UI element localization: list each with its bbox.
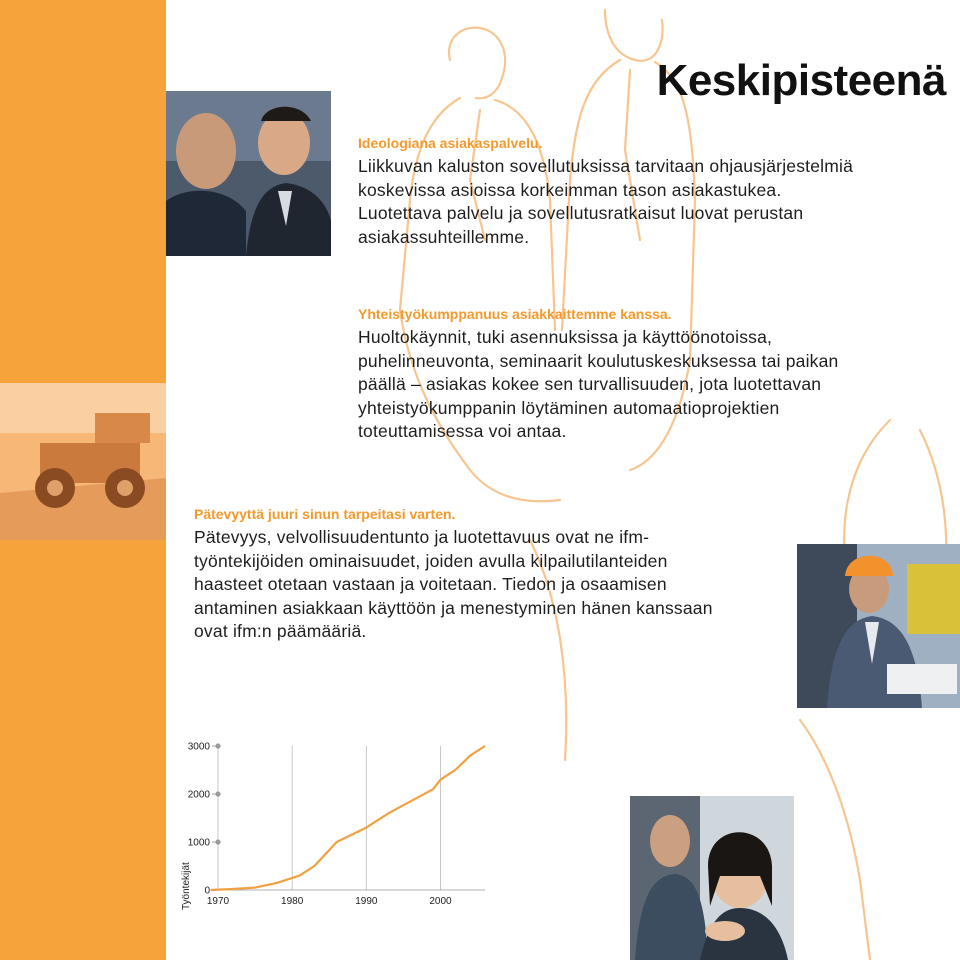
businessmen-photo <box>166 91 331 256</box>
employees-chart <box>170 730 500 930</box>
section-customer-service <box>358 135 858 249</box>
x-tick-label: 1980 <box>281 896 304 907</box>
y-tick-label: 0 <box>204 885 210 897</box>
y-tick-label: 2000 <box>187 789 210 801</box>
mining-truck-photo <box>0 383 166 540</box>
x-tick-label: 1970 <box>206 896 230 907</box>
y-tick-label: 3000 <box>187 741 210 753</box>
engineer-photo <box>797 544 960 708</box>
y-tick-dot <box>215 743 220 748</box>
section-body: Pätevyys, velvollisuudentunto ja luotettavuus ovat ne ifm-työntekijöiden ominaisuudet, joiden avulla kilpailutilanteiden haasteet otetaan vastaan ja voitetaan. Tiedon ja osaamisen antaminen asiakkaan käyttöön ja menestyminen hänen kanssaan ovat ifm:n päämääriä. <box>194 527 713 641</box>
section-heading: Yhteistyökumppanuus asiakkaittemme kanssa. <box>358 306 672 322</box>
x-tick-label: 1990 <box>355 896 378 907</box>
series-line <box>211 746 485 890</box>
team-photo <box>630 796 794 960</box>
section-heading: Pätevyyttä juuri sinun tarpeitasi varten. <box>194 506 456 522</box>
page-title: Keskipisteenä <box>656 56 946 105</box>
y-tick-label: 1000 <box>187 837 210 849</box>
section-heading: Ideologiana asiakaspalvelu. <box>358 135 543 151</box>
x-tick-label: 2000 <box>429 896 452 907</box>
section-body: Huoltokäynnit, tuki asennuksissa ja käyttöönotoissa, puhelinneuvonta, seminaarit koulutuskeskuksessa tai paikan päällä – asiakas kokee sen turvallisuuden, jota luotettavan yhteistyökumppanin löytäminen automaatioprojektien toteuttamisessa voi antaa. <box>358 327 839 441</box>
y-tick-dot <box>215 839 220 844</box>
section-body: Liikkuvan kaluston sovellutuksissa tarvitaan ohjausjärjestelmiä koskevissa asioissa korkeimman tason asiakastukea. Luotettava palvelu ja sovellutusratkaisut luovat perustan asiakassuhteillemme. <box>358 156 854 247</box>
section-partnership <box>358 306 858 444</box>
y-axis-label: Työntekijät <box>181 862 192 910</box>
section-competence <box>194 506 714 644</box>
y-tick-dot <box>215 791 220 796</box>
